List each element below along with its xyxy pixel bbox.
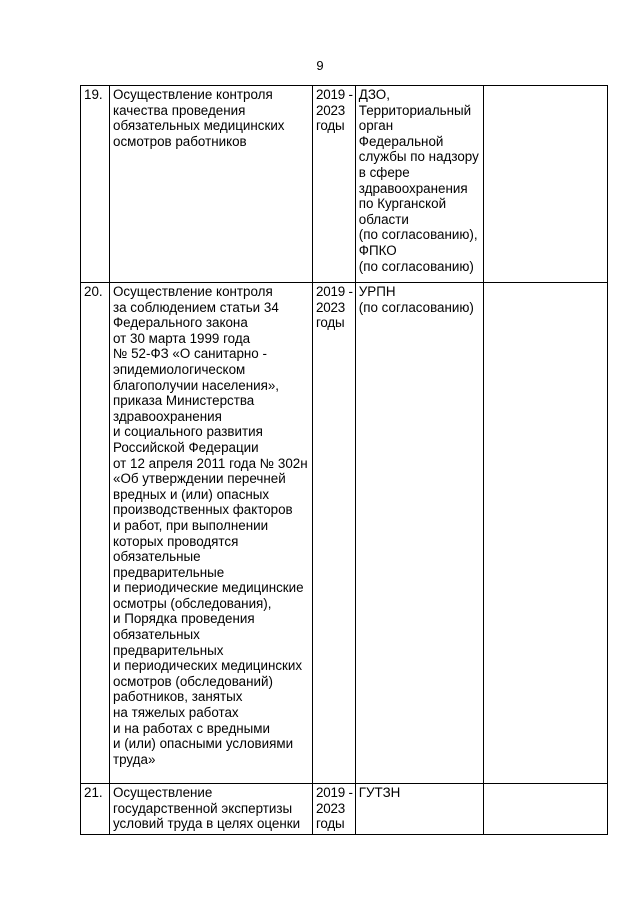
- action-line: и (или) опасными условиями: [113, 736, 294, 752]
- action-line: осмотров работников: [113, 133, 247, 149]
- executor-line: УРПН: [358, 284, 396, 299]
- action-line: здравоохранения: [113, 408, 222, 424]
- action-line: производственных факторов: [113, 502, 293, 518]
- row-number: 21.: [81, 784, 110, 835]
- action-line: качества проведения: [113, 102, 246, 118]
- action-cell: [110, 784, 313, 835]
- action-line: вредных и (или) опасных: [113, 486, 270, 502]
- term-line: 2019 -: [316, 87, 353, 102]
- executor-line: ФПКО: [358, 242, 397, 258]
- executor-cell: [355, 283, 483, 784]
- executor-line: (по согласованию),: [358, 227, 478, 243]
- row-number: 19.: [81, 86, 110, 283]
- executor-line: в сфере: [358, 164, 410, 180]
- action-line: осмотров (обследований): [113, 673, 273, 689]
- executor-line: (по согласованию): [358, 258, 474, 274]
- action-line: эпидемиологическом: [113, 361, 246, 377]
- action-line: Российской Федерации: [113, 439, 259, 455]
- term-cell: [313, 784, 356, 835]
- action-line: за соблюдением статьи 34: [113, 299, 279, 315]
- note-cell: [483, 784, 607, 835]
- action-line: Федерального закона: [113, 315, 248, 331]
- term-line: 2019 -: [316, 785, 353, 800]
- executor-cell: [355, 86, 483, 283]
- action-line: на тяжелых работах: [113, 705, 239, 721]
- action-line: государственной экспертизы: [113, 800, 293, 816]
- action-line: и Порядка проведения: [113, 611, 255, 627]
- term-line: 2019 -: [316, 284, 353, 299]
- note-cell: [483, 283, 607, 784]
- executor-line: области: [358, 211, 409, 227]
- page-number: 9: [316, 58, 324, 73]
- action-line: и периодических медицинских: [113, 658, 303, 674]
- note-cell: [483, 86, 607, 283]
- action-line: условий труда в целях оценки: [113, 816, 301, 832]
- action-cell: [110, 283, 313, 784]
- action-line: Осуществление: [113, 785, 213, 800]
- table-row: [81, 86, 608, 283]
- measures-table: [80, 85, 608, 835]
- action-line: и работ, при выполнении: [113, 517, 269, 533]
- table-row: [81, 784, 608, 835]
- action-line: от 30 марта 1999 года: [113, 330, 251, 346]
- term-line: 2023: [316, 800, 345, 816]
- action-line: благополучии населения»,: [113, 377, 280, 393]
- row-number: 20.: [81, 283, 110, 784]
- action-line: труда»: [113, 751, 156, 767]
- executor-line: орган: [358, 118, 394, 134]
- action-line: обязательные: [113, 549, 201, 565]
- action-line: Осуществление контроля: [113, 284, 273, 299]
- action-line: № 52-ФЗ «О санитарно -: [113, 346, 267, 362]
- action-cell: [110, 86, 313, 283]
- term-line: 2023: [316, 102, 345, 118]
- action-line: и периодические медицинские: [113, 580, 304, 596]
- action-line: осмотры (обследования),: [113, 595, 272, 611]
- action-line: предварительные: [113, 564, 225, 580]
- term-line: 2023: [316, 299, 345, 315]
- executor-line: по Курганской: [358, 196, 447, 212]
- action-line: «Об утверждении перечней: [113, 471, 286, 487]
- term-cell: [313, 283, 356, 784]
- action-line: приказа Министерства: [113, 393, 255, 409]
- executor-cell: [355, 784, 483, 835]
- executor-line: Федеральной: [358, 133, 444, 149]
- action-line: предварительных: [113, 642, 224, 658]
- executor-line: службы по надзору: [358, 149, 479, 165]
- executor-line: здравоохранения: [358, 180, 468, 196]
- executor-line: (по согласованию): [358, 299, 474, 315]
- action-line: работников, занятых: [113, 689, 243, 705]
- action-line: от 12 апреля 2011 года № 302н: [113, 455, 308, 471]
- action-line: и на работах с вредными: [113, 720, 270, 736]
- term-cell: [313, 86, 356, 283]
- action-line: обязательных медицинских: [113, 118, 285, 134]
- action-line: обязательных: [113, 627, 200, 643]
- term-line: годы: [316, 118, 345, 134]
- table-row: [81, 283, 608, 784]
- executor-line: ДЗО,: [358, 87, 390, 102]
- executor-line: Территориальный: [358, 102, 472, 118]
- action-line: которых проводятся: [113, 533, 239, 549]
- term-line: годы: [316, 315, 345, 331]
- action-line: Осуществление контроля: [113, 87, 273, 102]
- term-line: годы: [316, 816, 345, 832]
- action-line: и социального развития: [113, 424, 263, 440]
- executor-line: ГУТЗН: [358, 785, 401, 800]
